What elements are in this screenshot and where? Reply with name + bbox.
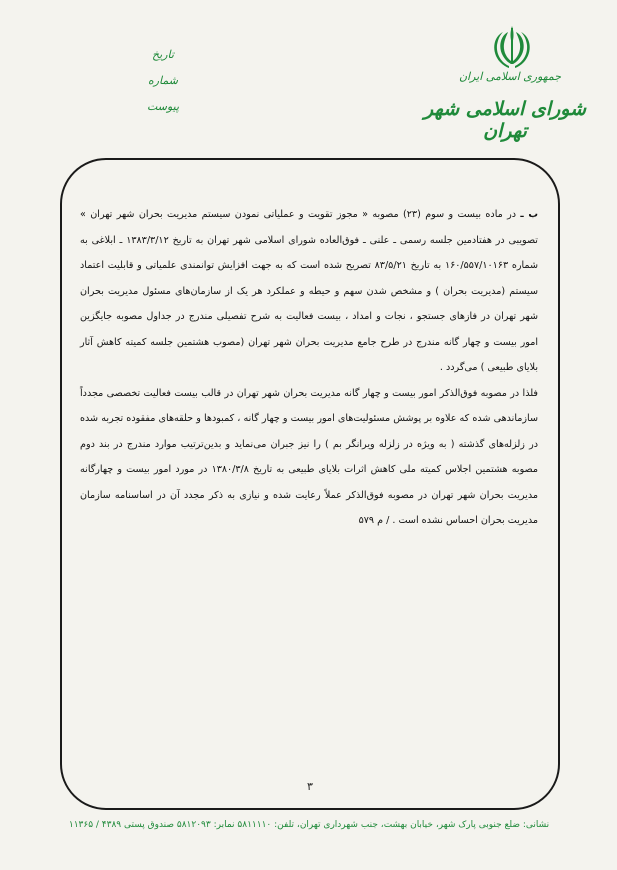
paragraph-1-text: در ماده بیست و سوم (۲۳) مصوبه « مجوز تقویت و عملیاتی نمودن سیستم مدیریت بحران شهر تهران » تصویبی در هفتادمین جلسه رسمی ـ علنی ـ فوق‌العاده شورای اسلامی شهر تهران به تاریخ ۱۳۸۳/۳/۱۲ ـ ابلاغی به شماره ۱۶۰/۵۵۷/۱۰۱۶۳ به تاریخ ۸۳/۵/۲۱ تصریح شده است که به جهت افزایش توانمندی علمیاتی و قابلیت اعتماد سیستم (مدیریت بحران ) و مشخص شدن سهم و حیطه و عملکرد هر یک از سازمان‌های مسئول مدیریت بحران شهر تهران در فازهای جستجو ، نجات و امداد ، بیست فعالیت به شرح تفصیلی مندرج در جداول مصوبه جایگزین امور بیست و چهار گانه مندرج در طرح جامع مدیریت بحران شهر تهران (مصوب هشتمین جلسه کمیته کاهش آثار بلایای طبیعی ) می‌گردد . — [80, 209, 538, 373]
page-number: ۳ — [307, 780, 313, 793]
letter-body — [80, 202, 538, 534]
date-label: تاریخ — [152, 48, 174, 61]
attachment-label: پیوست — [146, 100, 180, 113]
iran-emblem-icon — [487, 22, 537, 72]
country-subtitle: جمهوری اسلامی ایران — [458, 70, 562, 83]
letter-meta — [133, 42, 193, 120]
footer-address: نشانی: ضلع جنوبی پارک شهر، خیابان بهشت، جنب شهرداری تهران، تلفن: ۵۸۱۱۱۱۰ نمابر: ۵۸۱۲۰۹۳ صندوق پستی ۴۳۸۹ / ۱۱۳۶۵ — [68, 820, 550, 830]
paragraph-2: فلذا در مصوبه فوق‌الذکر امور بیست و چهار گانه مدیریت بحران شهر تهران در قالب بیست فعالیت تخصصی مجدداً سازماندهی شده که علاوه بر پوشش مسئولیت‌های امور بیست و چهار گانه ، کمبودها و حلقه‌های مفقوده تجربه شده در زلزله‌های گذشته ( به ویژه در زلزله ویرانگر بم ) را نیز جبران می‌نماید و بدین‌ترتیب موارد مندرج در بند دوم مصوبه هشتمین اجلاس کمیته ملی کاهش اثرات بلایای طبیعی به تاریخ ۱۳۸۰/۳/۸ در مورد امور بیست و چهارگانه مدیریت بحران شهر تهران در مصوبه فوق‌الذکر عملاً رعایت شده و نیازی به ذکر مجدد آن در اساسنامه سازمان مدیریت بحران احساس نشده است . / م ۵۷۹ — [80, 387, 538, 526]
item-marker: ب ـ — [520, 209, 538, 220]
council-name: شورای اسلامی شهر تهران — [423, 98, 586, 142]
number-label: شماره — [147, 74, 178, 87]
paragraph-1 — [80, 202, 538, 381]
